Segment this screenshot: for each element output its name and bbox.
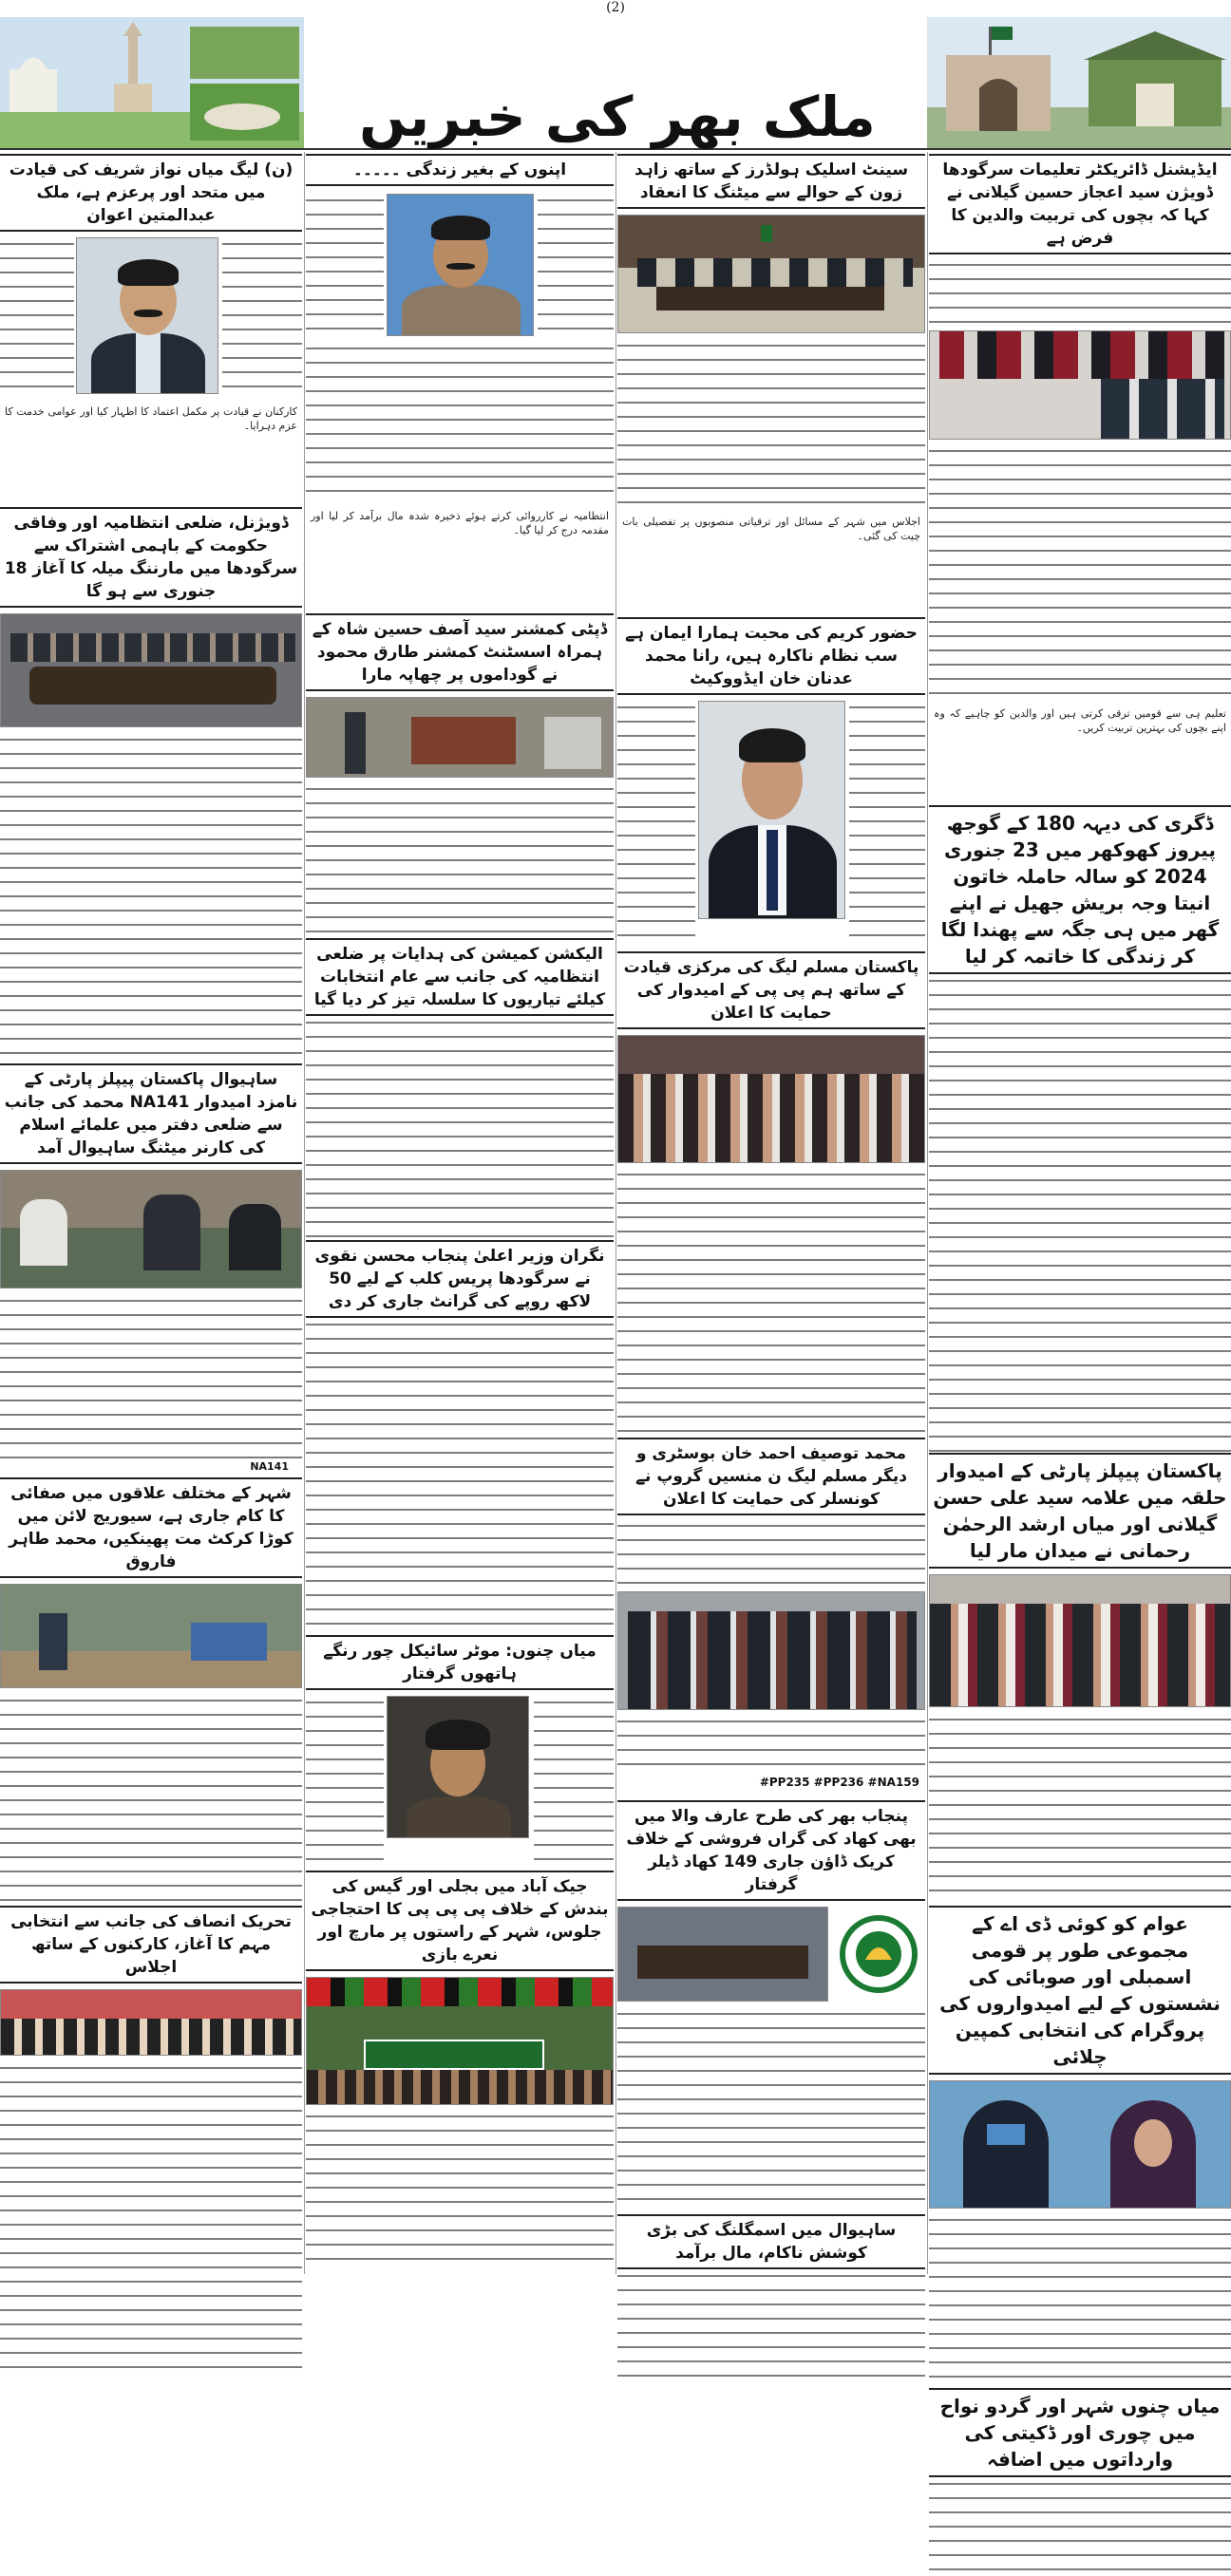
masthead-banner <box>0 17 1231 150</box>
article-text: انتظامیہ نے کارروائی کرتے ہوئے ذخیرہ شدہ مال برآمد کر لیا اور مقدمہ درج کر لیا گیا۔ <box>311 510 609 536</box>
article-text <box>617 701 695 948</box>
crowd-photo <box>617 1035 925 1163</box>
column-divider <box>927 152 928 2274</box>
headline: شہر کے مختلف علاقوں میں صفائی کا کام جاری ہے، سیوریج لائن میں کوڑا کرکٹ مت پھینکیں، محمد طاہر فاروق <box>0 1477 302 1578</box>
headline: ساہیوال میں اسمگلنگ کی بڑی کوشش ناکام، مال برآمد <box>617 2214 925 2269</box>
article-text <box>929 974 1231 1453</box>
article-text <box>929 1713 1231 1901</box>
article-text <box>929 444 1231 701</box>
seminar-photo <box>929 330 1231 440</box>
portrait-photo <box>76 237 218 394</box>
article-text <box>0 2061 302 2375</box>
article-text <box>929 2477 1231 2576</box>
article-text <box>306 194 384 336</box>
headline: ڈپٹی کمشنر سید آصف حسین شاہ کے ہمراہ اسسٹنٹ کمشنر طارق محمود نے گوداموں پر چھاپہ مارا <box>306 613 614 691</box>
article-text <box>849 701 925 948</box>
headline: تحریک انصاف کی جانب سے انتخابی مہم کا آغاز، کارکنوں کے ساتھ اجلاس <box>0 1906 302 1984</box>
officials-photo <box>617 1907 828 2002</box>
fort-gate-illustration <box>927 17 1231 148</box>
cleanup-photo <box>0 1584 302 1688</box>
headline: ڈگری کی دیہہ 180 کے گوجھ پیروز کھوکھر میں 23 جنوری 2024 کو سالہ حاملہ خاتون انیتا وجہ بریش جھیل نے اپنے گھر میں ہی جگہ سے پھندا لگا کر زندگی کا خاتمہ کر لیا <box>929 805 1231 974</box>
article-text <box>306 1016 614 1240</box>
article-text <box>0 733 302 1060</box>
suspect-photo <box>387 1696 529 1838</box>
article-text <box>617 1715 925 1772</box>
article-text <box>306 1318 614 1635</box>
protest-photo <box>306 1977 614 2105</box>
article-text: تعلیم ہی سے قومیں ترقی کرتی ہیں اور والدین کو چاہیے کہ وہ اپنے بچوں کی بہترین تربیت کریں۔ <box>934 707 1226 734</box>
headline: عوام کو کوئی ڈی اے کے مجموعی طور پر قومی اسمبلی اور صوبائی کی نشستوں کے لیے امیدواروں کی پروگرام کی انتخابی کمپین چلائی <box>929 1906 1231 2075</box>
article-text <box>617 1168 925 1434</box>
article-text <box>0 1694 302 1901</box>
group-photo <box>617 1591 925 1710</box>
masthead-title: ملک بھر کی خبریں <box>359 85 876 149</box>
headline: ڈویژنل، ضلعی انتظامیہ اور وفاقی حکومت کے باہمی اشتراک سے سرگودھا میں مارننگ میلہ کا آغاز 18 جنوری سے ہو گا <box>0 507 302 608</box>
headline: (ن) لیگ میاں نواز شریف کی قیادت میں متحد اور پرعزم ہے، ملک عبدالمتین اعوان <box>0 154 302 232</box>
article-text <box>0 1294 302 1471</box>
headline: الیکشن کمیشن کی ہدایات پر ضلعی انتظامیہ کی جانب سے عام انتخابات کیلئے تیاریوں کا سلسلہ تیز کر دیا گیا <box>306 938 614 1016</box>
column-divider <box>304 152 305 2274</box>
article-text <box>617 339 925 510</box>
article-text: اجلاس میں شہر کے مسائل اور ترقیاتی منصوبوں پر تفصیلی بات چیت کی گئی۔ <box>622 516 920 542</box>
column-1 <box>929 154 1231 2576</box>
article-text <box>929 2213 1231 2384</box>
headline: ساہیوال پاکستان پیپلز پارٹی کے نامزد امیدوار NA141 محمد کی جانب سے ضلعی دفتر میں علمائے اسلام کی کارنر میٹنگ ساہیوال آمد <box>0 1063 302 1164</box>
headline: میاں چنوں: موٹر سائیکل چور رنگے ہاتھوں گرفتار <box>306 1635 614 1690</box>
article-text <box>929 258 1231 325</box>
punjab-logo-icon <box>832 1907 925 2002</box>
event-photo <box>0 1170 302 1288</box>
article-text: کارکنان نے قیادت پر مکمل اعتماد کا اظہار کیا اور عوامی خدمت کا عزم دہرایا۔ <box>5 405 297 432</box>
headline: پاکستان مسلم لیگ کی مرکزی قیادت کے ساتھ ہم پی پی کے امیدوار کی حمایت کا اعلان <box>617 951 925 1029</box>
raid-photo <box>306 697 614 778</box>
headline: میاں چنوں شہر اور گردو نواح میں چوری اور ڈکیتی کی وارداتوں میں اضافہ <box>929 2388 1231 2477</box>
article-text <box>306 2110 614 2271</box>
article-text <box>534 1696 614 1867</box>
article-text <box>306 1696 384 1867</box>
meeting-photo <box>0 613 302 727</box>
tag-label: NA141 <box>250 1460 289 1473</box>
column-2 <box>617 154 925 2378</box>
headline: نگران وزیر اعلیٰ پنجاب محسن نقوی نے سرگودھا پریس کلب کے لیے 50 لاکھ روپے کی گرانٹ جاری کر دی <box>306 1240 614 1318</box>
headline: محمد توصیف احمد خان بوسٹری و دیگر مسلم لیگ ن منسیں گروپ نے کونسلر کی حمایت کا اعلان <box>617 1438 925 1515</box>
hashtag-line: #PP235 #PP236 #NA159 <box>759 1776 919 1789</box>
article-text <box>306 782 614 934</box>
article-text <box>222 237 302 399</box>
article-text <box>538 194 614 336</box>
portrait-photo <box>387 194 534 336</box>
headline: سینٹ اسلیک ہولڈرز کے ساتھ زاہد زون کے حوالے سے میٹنگ کا انعقاد <box>617 154 925 209</box>
headline: پاکستان پیپلز پارٹی کے امیدوار حلقہ میں علامہ سید علی حسن گیلانی اور میاں ارشد الرحمٰن رحمانی نے میدان مار لیا <box>929 1453 1231 1569</box>
headline: حضور کریم کی محبت ہمارا ایمان ہے سب نظام ناکارہ ہیں، رانا محمد عدنان خان ایڈووکیٹ <box>617 617 925 695</box>
article-text <box>306 342 614 503</box>
headline: اپنوں کے بغیر زندگی ۔۔۔۔۔ <box>306 154 614 186</box>
article-text <box>617 1519 925 1586</box>
city-landmarks-illustration <box>0 17 304 148</box>
column-4 <box>0 154 302 2382</box>
headline: جیک آباد میں بجلی اور گیس کی بندش کے خلاف پی پی پی کا احتجاجی جلوس، شہر کے راستوں پر مارچ اور نعرے بازی <box>306 1871 614 1971</box>
portrait-photo <box>698 701 845 919</box>
headline: ایڈیشنل ڈائریکٹر تعلیمات سرگودھا ڈویژن سید اعجاز حسین گیلانی نے کہا کہ بچوں کی تربیت والدین کا فرض ہے <box>929 154 1231 254</box>
celebration-photo <box>929 1574 1231 1707</box>
candidates-photo <box>929 2080 1231 2209</box>
column-3 <box>306 154 614 2275</box>
article-text <box>617 2269 925 2378</box>
article-text <box>0 237 74 399</box>
headline: پنجاب بھر کی طرح عارف والا میں بھی کھاد کی گراں فروشی کے خلاف کریک ڈاؤن جاری 149 کھاد ڈیلر گرفتار <box>617 1800 925 1901</box>
article-text <box>617 2007 925 2210</box>
page-number: (2) <box>606 0 625 15</box>
meeting-photo <box>617 215 925 333</box>
rally-photo <box>0 1989 302 2056</box>
